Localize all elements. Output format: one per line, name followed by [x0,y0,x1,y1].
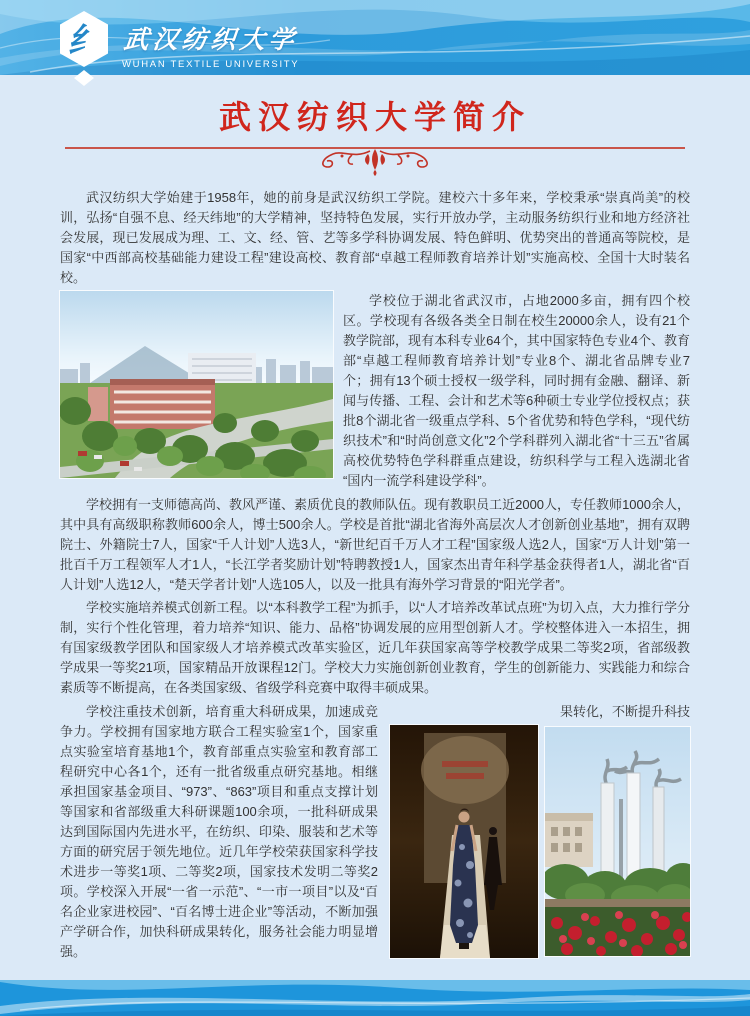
campus-photo [60,291,333,478]
university-logo [56,9,112,75]
research-paragraph: 学校注重技术创新，培育重大科研成果，加速成竞争力。学校拥有国家地方联合工程实验室1个，国家重点实验室培育基地1个，教育部重点实验室和教育部工程研究中心各1个，还有一批省级重点研究基地。相继承担国家基金项目、“973”、“863”项目和重点支撑计划等国家和省部级重大科研课题100余项，一批科研成果达到国际国内先进水平，在纺织、印染、服装和艺术等方面的研究居于领先地位。近几年学校荣获国家科学技术进步一等奖1项、二等奖2项，国家技术发明二等奖2项。学校深入开展“一省一示范”、“一市一项目”以及“百名企业家进校园”、“百名博士进企业”等活动，不断加强产学研合作，加快科研成果转化，服务社会能力明显增强。 [60,704,378,959]
page-title: 武汉纺织大学简介 [218,99,531,135]
diamond-icon [74,70,94,86]
research-paragraph-overflow: 果转化，不断提升科技 [559,704,690,719]
campus-section [60,291,690,491]
sculpture-photo [545,727,690,956]
campus-paragraph: 学校位于湖北省武汉市，占地2000多亩，拥有四个校区。学校现有各级各类全日制在校生20000余人，设有21个教学院部，现有本科专业64个，其中国家特色专业4个、教育部“卓越工程师教育培养计划”专业8个、湖北省品牌专业7个；拥有13个硕士授权一级学科，同时拥有金融、翻译、新闻与传播、工程、会计和艺术等6种硕士专业学位授权点；获批8个湖北省一级重点学科、5个省优势和特色学科，“现代纺织技术”和“时尚创意文化”2个学科群列入湖北省“十三五”省属高校优势特色学科群重点建设，纺织科学与工程入选湖北省“国内一流学科建设学科”。 [343,293,690,488]
education-paragraph: 学校实施培养模式创新工程。以“本科教学工程”为抓手，以“人才培养改革试点班”为切入点，大力推行学分制，实行个性化管理，着力培养“知识、能力、品格”协调发展的应用型创新人才。学校整体进入一本招生，拥有国家级教学团队和国家级人才培养模式改革实验区，近几年获国家高等学校教学成果二等奖2项，省部级教学成果一等奖21项，国家精品开放课程12门。学校大力实施创新创业教育，学生的创新能力、实践能力和综合素质等不断提高，在各类国家级、省级学科竞赛中取得丰硕成果。 [60,600,690,695]
university-name-en: WUHAN TEXTILE UNIVERSITY [122,59,300,70]
hexagon-emblem-icon [56,9,112,87]
footer-wave-decoration [0,980,750,1016]
university-name-cn: 武汉纺织大学 [122,25,300,54]
header-banner [0,0,750,75]
svg-text:纟: 纟 [67,21,101,61]
flourish-ornament-icon [290,146,460,176]
fashion-show-photo [390,725,538,958]
footer-wave-band [0,980,750,1016]
faculty-paragraph: 学校拥有一支师德高尚、教风严谨、素质优良的教师队伍。现有教职员工近2000人，专任教师1000余人，其中具有高级职称教师600余人，博士500余人。学校是首批“湖北省海外高层次人才创新创业基地”，拥有双聘院士、外籍院士7人，国家“千人计划”人选3人，“新世纪百千万人才工程”国家级人选2人，国家“万人计划”第一批百千万工程领军人才1人，“长江学者奖励计划”特聘教授1人，国家杰出青年科学基金获得者1人，湖北省“百人计划”人选12人，“楚天学者计划”人选105人，以及一批具有海外学习背景的“阳光学者”。 [60,497,690,592]
brand-block [56,9,299,75]
research-photo-column [390,702,690,962]
intro-paragraph: 武汉纺织大学始建于1958年，她的前身是武汉纺织工学院。建校六十多年来，学校秉承“崇真尚美”的校训，弘扬“自强不息、经天纬地”的大学精神，坚持特色发展，实行开放办学，主动服务纺织行业和地方经济社会发展，现已发展成为理、工、文、经、管、艺等多学科协调发展、特色鲜明、优势突出的普通高等院校，是国家“中西部高校基础能力建设工程”建设高校、教育部“卓越工程师教育培养计划”实施高校、全国十大时装名校。 [60,190,690,285]
building [545,813,593,867]
document-body [0,180,750,996]
research-section [60,702,690,962]
title-section [0,75,750,180]
